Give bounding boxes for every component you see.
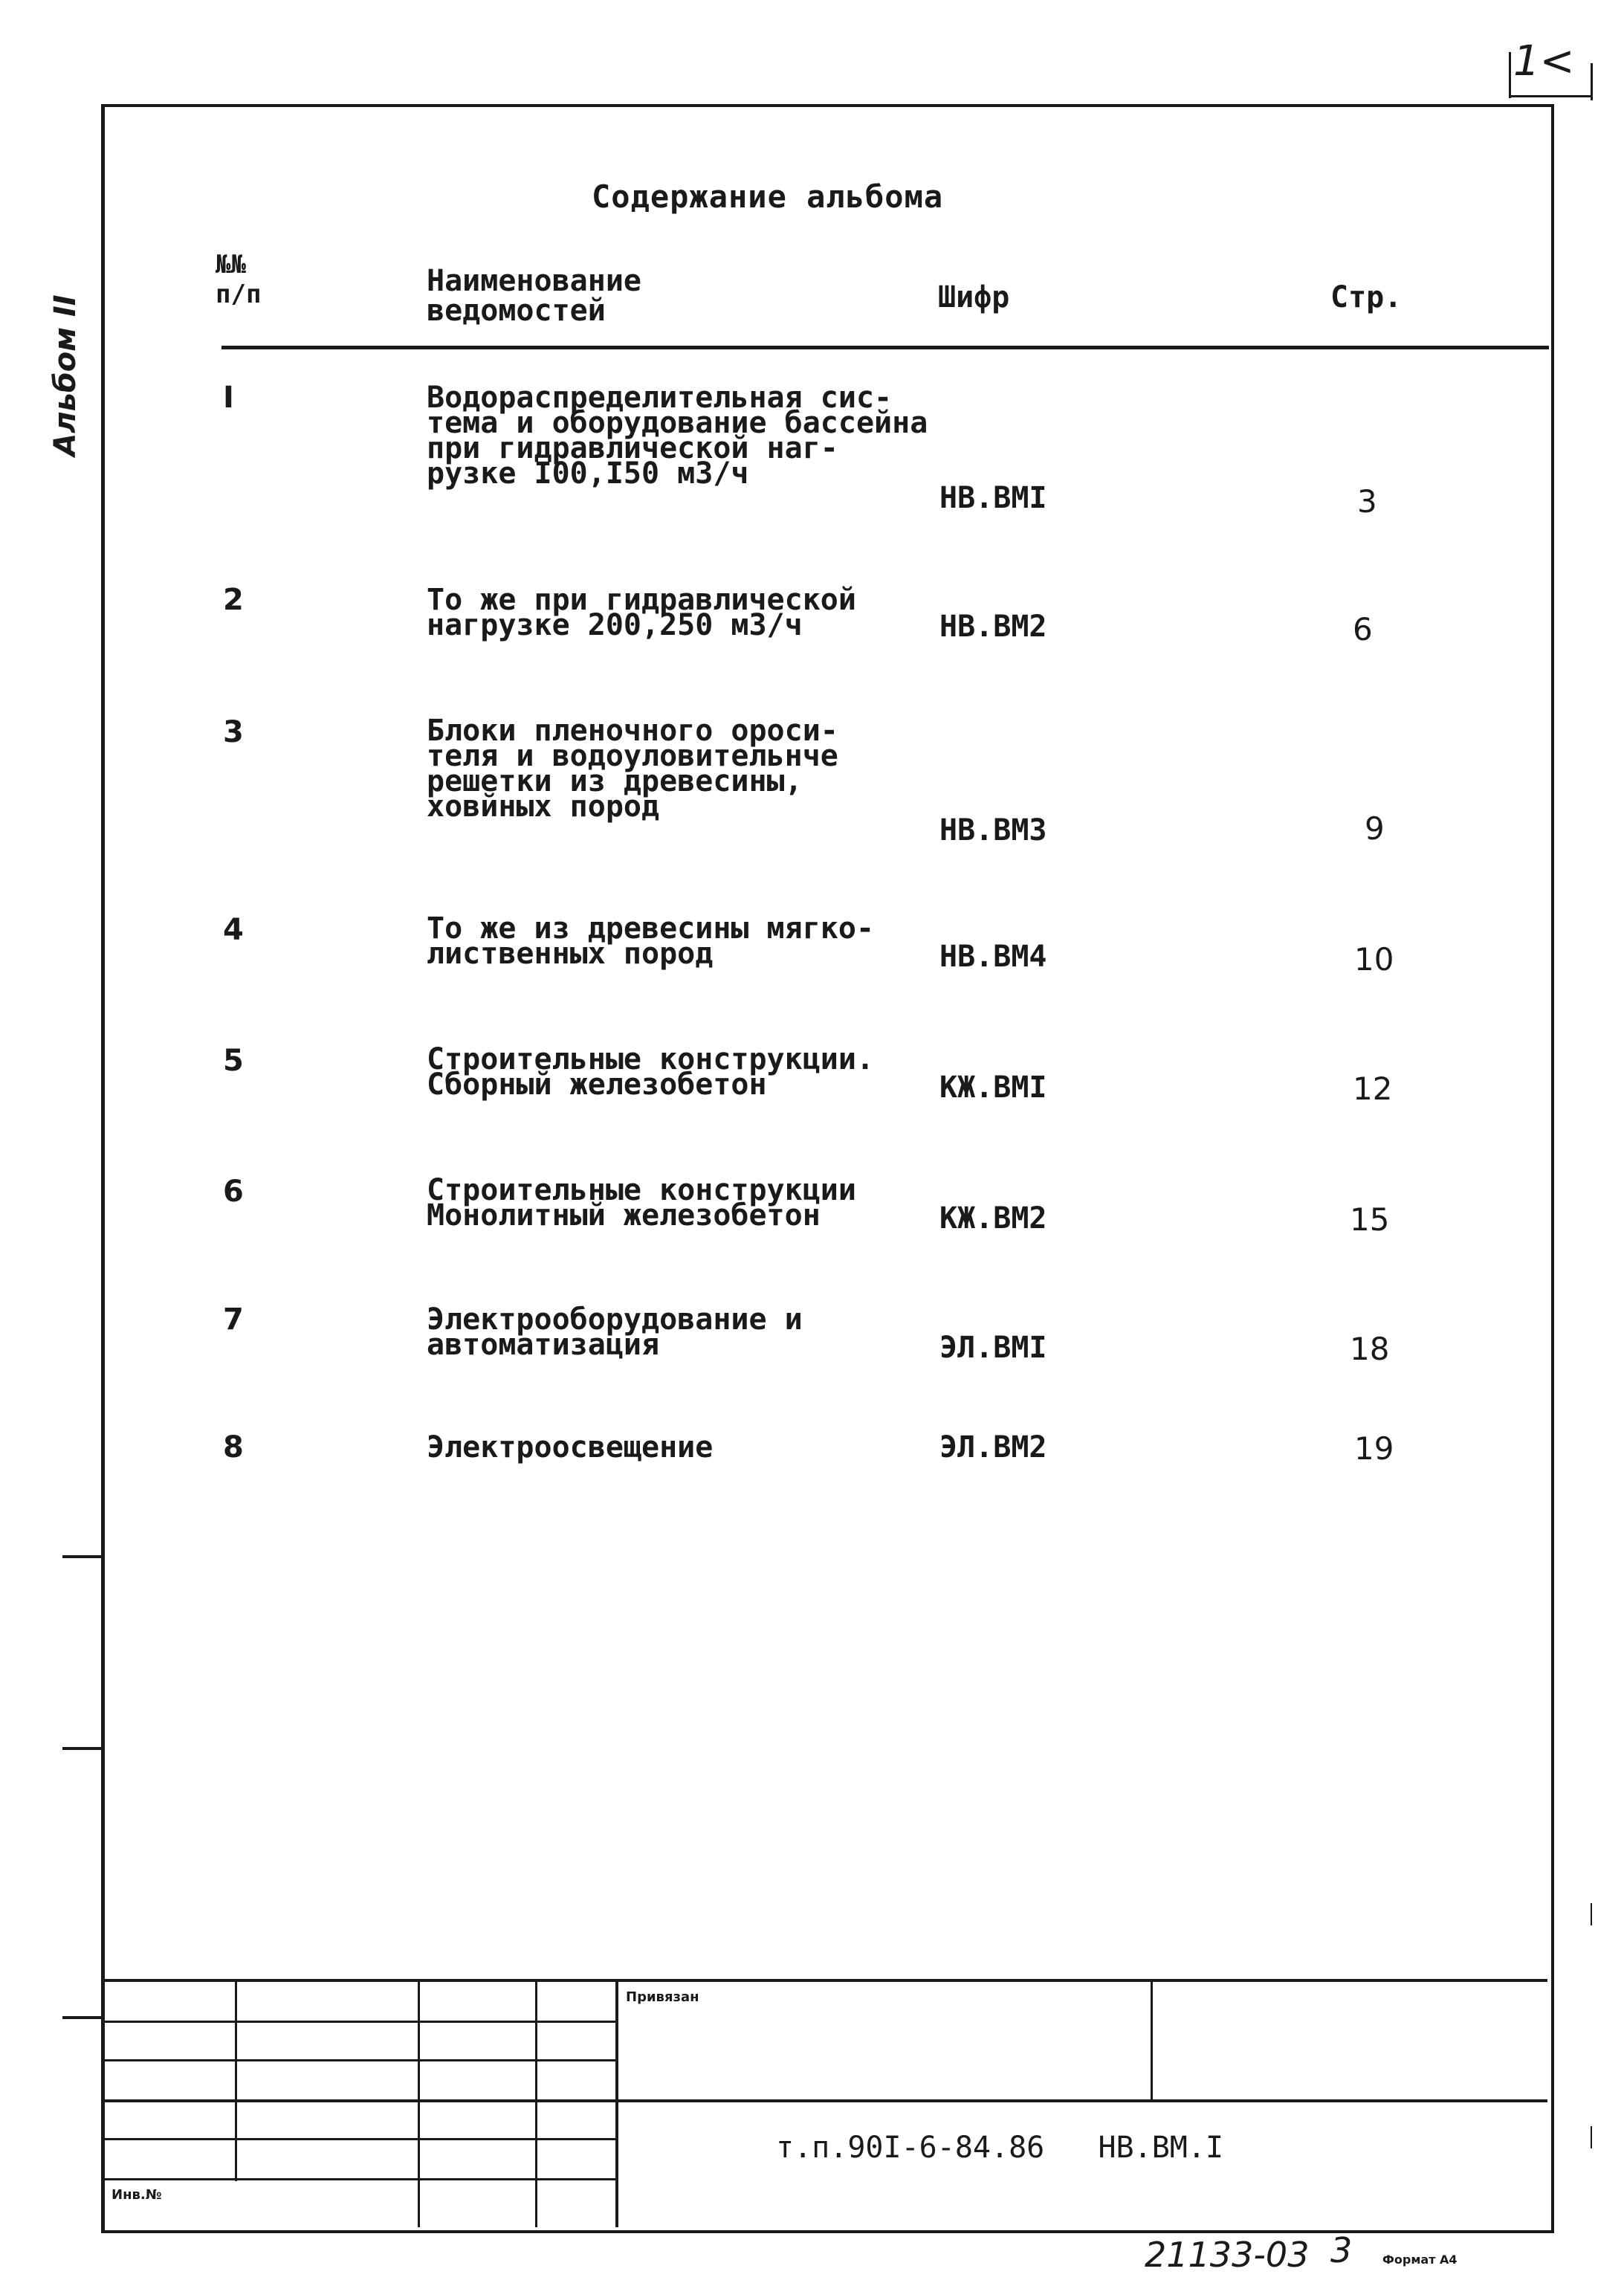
stamp-line — [104, 1979, 1547, 1982]
stamp-line — [104, 2059, 617, 2061]
stamp-vline — [1151, 1979, 1153, 2099]
row-5-page: 12 — [1353, 1071, 1393, 1107]
row-5-name: Строительные конструкции. Сборный железобетон — [427, 1042, 875, 1102]
album-label — [48, 279, 85, 472]
row-7-page: 18 — [1350, 1331, 1390, 1367]
header-page: Стр. — [1330, 280, 1403, 314]
row-4-page: 10 — [1354, 941, 1394, 978]
stamp-line — [104, 2138, 617, 2140]
row-6-num: 6 — [223, 1175, 244, 1209]
bound-label: Привязан — [626, 1989, 699, 2005]
row-4-name: То же из древесины мягко- лиственных пород — [427, 911, 875, 971]
row-8-name: Электроосвещение — [427, 1430, 714, 1465]
sheet-mark: 1< — [1513, 37, 1575, 85]
row-8-num: 8 — [223, 1430, 244, 1465]
row-1-page: 3 — [1357, 483, 1377, 520]
row-8-page: 19 — [1354, 1430, 1394, 1467]
row-4-code: НВ.ВМ4 — [939, 940, 1047, 974]
row-6-page: 15 — [1350, 1201, 1390, 1238]
row-1-code: НВ.ВМI — [939, 481, 1047, 515]
row-3-name: Блоки пленочного ороси- теля и водоуловительнче решетки из древесины, ховйных пород — [427, 714, 838, 824]
corner-line — [1509, 95, 1592, 97]
margin-tick — [62, 1555, 104, 1558]
inv-label: Инв.№ — [111, 2187, 162, 2203]
document-designation: т.п.90I-6-84.86 НВ.ВМ.I — [776, 2131, 1224, 2165]
row-1-name: Водораспределительная сис- тема и оборудование бассейна при гидравлической наг- рузке I00,I50 м3/ч — [427, 381, 928, 491]
row-7-num: 7 — [223, 1302, 244, 1337]
row-4-num: 4 — [223, 913, 244, 947]
stamp-vline — [235, 1979, 237, 2181]
header-name: Наименование ведомостей — [427, 264, 641, 328]
row-6-name: Строительные конструкции Монолитный железобетон — [427, 1173, 856, 1233]
row-7-name: Электрооборудование и автоматизация — [427, 1302, 803, 1362]
row-1-num: I — [223, 381, 234, 415]
row-5-code: КЖ.ВМI — [939, 1071, 1047, 1105]
album-label-text: Альбом II — [48, 294, 83, 456]
row-2-name: То же при гидравлической нагрузке 200,250 м3/ч — [427, 583, 856, 642]
row-2-page: 6 — [1353, 611, 1373, 648]
row-5-num: 5 — [223, 1044, 244, 1078]
stamp-line — [104, 2021, 617, 2023]
row-8-code: ЭЛ.ВМ2 — [939, 1430, 1047, 1465]
stamp-line — [104, 2178, 617, 2180]
archive-code: 21133-03 — [1145, 2235, 1310, 2275]
stamp-vline — [615, 1979, 618, 2227]
format-label: Формат А4 — [1382, 2253, 1458, 2267]
stamp-line — [104, 2099, 1547, 2102]
stamp-vline — [535, 1979, 537, 2227]
margin-tick — [62, 2016, 104, 2019]
sheet-number: 3 — [1330, 2230, 1353, 2270]
row-7-code: ЭЛ.ВМI — [939, 1331, 1047, 1365]
corner-tick — [1509, 52, 1511, 98]
row-3-page: 9 — [1365, 810, 1385, 847]
header-num: №№ п/п — [216, 250, 262, 309]
row-3-num: 3 — [223, 715, 244, 749]
row-3-code: НВ.ВМ3 — [939, 813, 1047, 847]
page-title: Содержание альбома — [592, 178, 944, 215]
margin-tick — [62, 1747, 104, 1750]
row-6-code: КЖ.ВМ2 — [939, 1201, 1047, 1236]
row-2-num: 2 — [223, 583, 244, 617]
edge-mark — [1591, 2126, 1592, 2148]
header-code: Шифр — [938, 280, 1010, 314]
header-rule — [221, 346, 1549, 349]
row-2-code: НВ.ВМ2 — [939, 610, 1047, 644]
stamp-vline — [418, 1979, 420, 2227]
edge-mark — [1591, 1903, 1592, 1925]
